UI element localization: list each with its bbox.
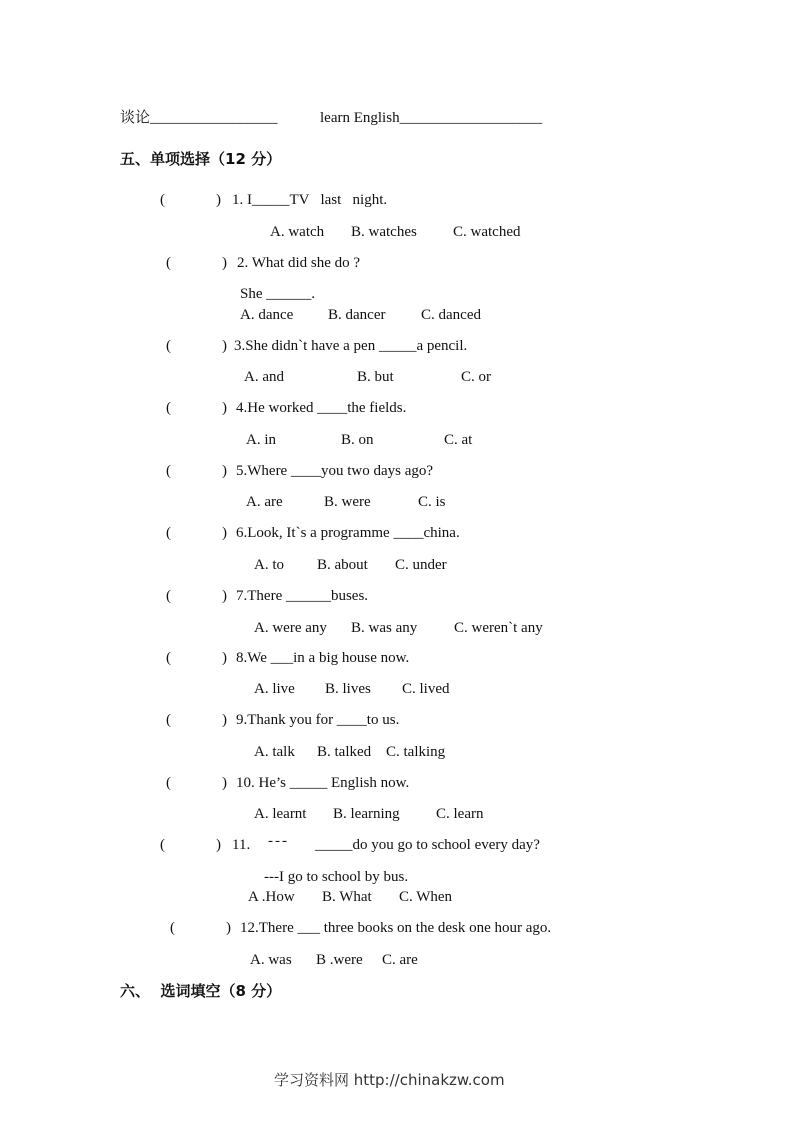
- dialogue-dash: ---: [268, 833, 289, 849]
- option-c: C. are: [382, 952, 418, 968]
- answer-paren-open: (: [166, 712, 171, 728]
- option-a: A .How: [248, 889, 295, 905]
- option-b: B. learning: [333, 806, 400, 822]
- answer-paren-close: ): [222, 588, 227, 604]
- option-c: C. lived: [402, 681, 450, 697]
- option-b: B. but: [357, 369, 394, 385]
- option-a: A. are: [246, 494, 283, 510]
- answer-paren-close: ): [222, 463, 227, 479]
- option-b: B. lives: [325, 681, 371, 697]
- option-b: B .were: [316, 952, 363, 968]
- option-a: A. and: [244, 369, 284, 385]
- question-stem: 12.There ___ three books on the desk one hour ago.: [240, 920, 552, 936]
- answer-paren-close: ): [222, 650, 227, 666]
- answer-paren-open: (: [166, 588, 171, 604]
- answer-paren-close: ): [222, 712, 227, 728]
- option-c: C. talking: [386, 744, 446, 760]
- answer-paren-open: (: [166, 525, 171, 541]
- answer-paren-close: ): [216, 192, 221, 208]
- option-c: C. When: [399, 889, 453, 905]
- answer-paren-close: ): [216, 837, 221, 853]
- answer-paren-close: ): [222, 255, 227, 271]
- fill-in-talk: 谈论_________________: [120, 110, 278, 126]
- answer-paren-close: ): [222, 338, 227, 354]
- option-c: C. watched: [453, 224, 521, 240]
- option-a: A. to: [254, 557, 284, 573]
- option-c: C. danced: [421, 307, 481, 323]
- section-heading-multiple-choice: 五、单项选择（12 分）: [120, 150, 282, 168]
- question-stem: 8.We ___in a big house now.: [236, 650, 410, 666]
- option-a: A. in: [246, 432, 276, 448]
- option-a: A. live: [254, 681, 295, 697]
- option-c: C. at: [444, 432, 473, 448]
- answer-paren-close: ): [222, 525, 227, 541]
- answer-paren-close: ): [222, 400, 227, 416]
- option-b: B. on: [341, 432, 374, 448]
- answer-paren-open: (: [166, 338, 171, 354]
- option-c: C. under: [395, 557, 447, 573]
- answer-paren-open: (: [166, 650, 171, 666]
- answer-paren-open: (: [166, 255, 171, 271]
- question-stem: 5.Where ____you two days ago?: [236, 463, 434, 479]
- question-stem: 4.He worked ____the fields.: [236, 400, 407, 416]
- option-c: C. weren`t any: [454, 620, 543, 636]
- section-heading-word-fill: 六、 选词填空（8 分）: [120, 982, 282, 1000]
- option-a: A. watch: [270, 224, 325, 240]
- option-b: B. talked: [317, 744, 372, 760]
- question-stem: 3.She didn`t have a pen _____a pencil.: [234, 338, 468, 354]
- footer-watermark: 学习资料网 http://chinakzw.com: [274, 1071, 505, 1089]
- answer-paren-open: (: [166, 463, 171, 479]
- option-a: A. was: [250, 952, 292, 968]
- question-stem: 6.Look, It`s a programme ____china.: [236, 525, 460, 541]
- answer-paren-open: (: [170, 920, 175, 936]
- question-stem: 2. What did she do ?: [237, 255, 361, 271]
- question-stem: 1. I_____TV last night.: [232, 192, 388, 208]
- option-b: B. What: [322, 889, 372, 905]
- question-stem: _____do you go to school every day?: [315, 837, 540, 853]
- question-sub-line: She ______.: [240, 286, 315, 302]
- fill-in-learn-english: learn English___________________: [320, 110, 543, 126]
- option-a: A. dance: [240, 307, 294, 323]
- option-b: B. watches: [351, 224, 417, 240]
- answer-paren-open: (: [160, 192, 165, 208]
- option-b: B. was any: [351, 620, 418, 636]
- option-b: B. about: [317, 557, 368, 573]
- question-number: 11.: [232, 837, 251, 853]
- question-stem: 9.Thank you for ____to us.: [236, 712, 400, 728]
- answer-paren-open: (: [166, 775, 171, 791]
- answer-paren-close: ): [222, 775, 227, 791]
- question-stem: 7.There ______buses.: [236, 588, 369, 604]
- answer-paren-open: (: [166, 400, 171, 416]
- option-b: B. dancer: [328, 307, 386, 323]
- question-stem: 10. He’s _____ English now.: [236, 775, 410, 791]
- option-c: C. or: [461, 369, 491, 385]
- option-a: A. learnt: [254, 806, 307, 822]
- option-a: A. were any: [254, 620, 327, 636]
- option-a: A. talk: [254, 744, 295, 760]
- option-c: C. learn: [436, 806, 484, 822]
- answer-paren-close: ): [226, 920, 231, 936]
- option-c: C. is: [418, 494, 446, 510]
- question-sub-line: ---I go to school by bus.: [264, 869, 409, 885]
- option-b: B. were: [324, 494, 371, 510]
- answer-paren-open: (: [160, 837, 165, 853]
